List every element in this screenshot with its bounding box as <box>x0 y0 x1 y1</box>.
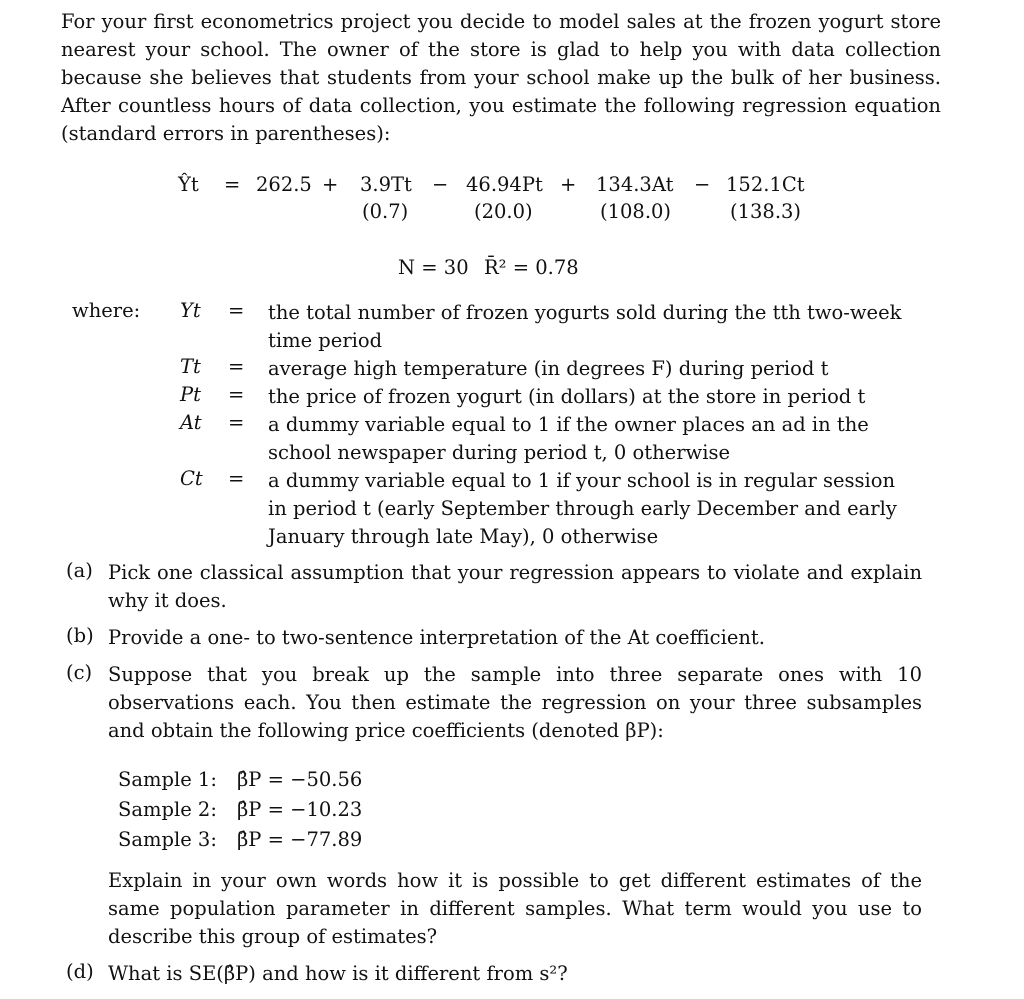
definition-symbol: Pt <box>180 383 201 406</box>
sample-row <box>118 768 363 791</box>
definition-text: a dummy variable equal to 1 if the owner places an ad in the school newspaper during period t, 0 otherwise <box>268 413 869 464</box>
equation-lhs: Ŷt <box>178 173 199 196</box>
question-c-text: Suppose that you break up the sample into three separate ones with 10 observations each. You then estimate the regression on your three subsamples and obtain the following price coefficients (denoted βP): <box>108 663 922 742</box>
adjusted-r-squared: R̄² = 0.78 <box>484 256 579 279</box>
definition-equals: = <box>228 355 245 378</box>
equation-op-2: − <box>432 173 449 196</box>
question-d-label: (d) <box>66 960 94 983</box>
question-c-followup: Explain in your own words how it is possible to get different estimates of the same population parameter in different samples. What term would you use to describe this group of estimates? <box>108 869 922 948</box>
equation-term-temperature: 3.9Tt <box>360 173 412 196</box>
sample-value: β̂P = −10.23 <box>237 798 363 821</box>
sample-label: Sample 3: <box>118 828 217 851</box>
question-a-text: Pick one classical assumption that your regression appears to violate and explain why it does. <box>108 561 922 612</box>
equation-term-ad: 134.3At <box>596 173 674 196</box>
definition-text: a dummy variable equal to 1 if your school is in regular session in period t (early September through early December and early January through late May), 0 otherwise <box>268 469 897 548</box>
definition-symbol: Tt <box>180 355 201 378</box>
definition-symbol: At <box>180 411 202 434</box>
sample-label: Sample 2: <box>118 798 217 821</box>
sample-row <box>118 828 363 851</box>
question-c-label: (c) <box>66 661 93 684</box>
sample-label: Sample 1: <box>118 768 217 791</box>
equation-term-price: 46.94Pt <box>466 173 543 196</box>
sample-row <box>118 798 363 821</box>
equation-op-4: − <box>694 173 711 196</box>
equation-constant: 262.5 <box>256 173 312 196</box>
definition-equals: = <box>228 299 245 322</box>
definition-equals: = <box>228 411 245 434</box>
definition-symbol: Ct <box>180 467 203 490</box>
equation-op-3: + <box>560 173 577 196</box>
standard-error-price: (20.0) <box>474 200 533 223</box>
question-d-text: What is SE(β̂P) and how is it different from s²? <box>108 962 568 985</box>
intro-paragraph: For your first econometrics project you decide to model sales at the frozen yogurt store nearest your school. The owner of the store is glad to help you with data collection because she believes that students from your school make up the bulk of her business. After countless hours of data collection, you estimate the following regression equation (standard errors in parentheses): <box>61 10 941 145</box>
sample-value: β̂P = −50.56 <box>237 768 363 791</box>
definition-text: average high temperature (in degrees F) during period t <box>268 357 829 380</box>
question-b-text: Provide a one- to two-sentence interpretation of the At coefficient. <box>108 626 765 649</box>
equation-op-1: + <box>322 173 339 196</box>
where-label: where: <box>72 299 141 322</box>
sample-size: N = 30 <box>398 256 469 279</box>
equation-term-session: 152.1Ct <box>726 173 805 196</box>
definition-text: the price of frozen yogurt (in dollars) at the store in period t <box>268 385 866 408</box>
question-a-label: (a) <box>66 559 93 582</box>
equation-equals: = <box>224 173 241 196</box>
standard-error-ad: (108.0) <box>600 200 672 223</box>
definition-text: the total number of frozen yogurts sold during the tth two-week time period <box>268 301 902 352</box>
definition-symbol: Yt <box>180 299 201 322</box>
definition-equals: = <box>228 467 245 490</box>
question-b-label: (b) <box>66 624 94 647</box>
definition-equals: = <box>228 383 245 406</box>
standard-error-temperature: (0.7) <box>362 200 409 223</box>
sample-value: β̂P = −77.89 <box>237 828 363 851</box>
standard-error-session: (138.3) <box>730 200 802 223</box>
